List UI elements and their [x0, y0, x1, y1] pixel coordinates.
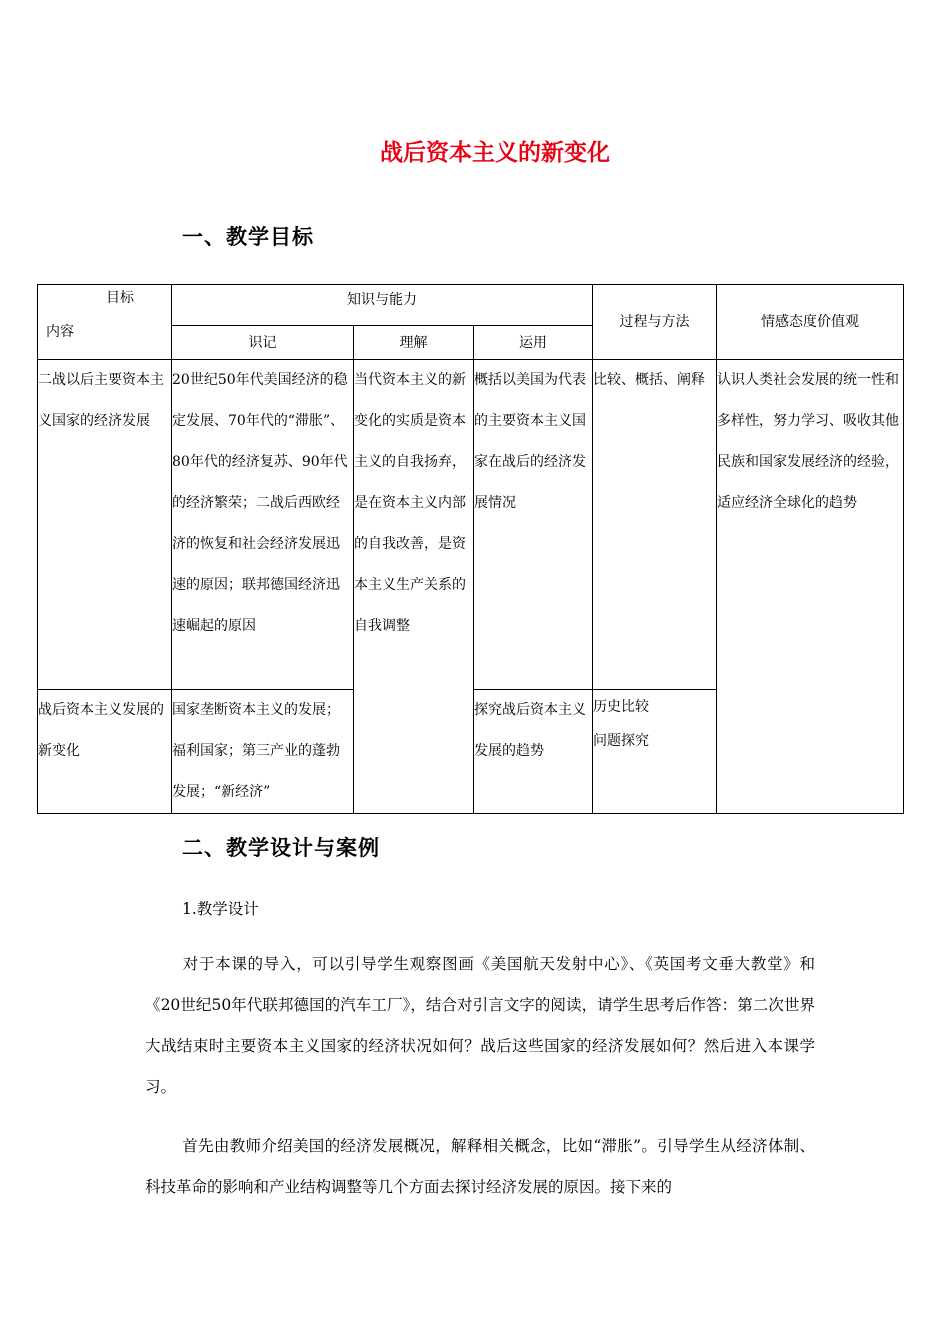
row2-content: 战后资本主义发展的新变化 — [38, 690, 172, 814]
paragraph-2-text: 首先由教师介绍美国的经济发展概况，解释相关概念，比如“滞胀”。引导学生从经济体制、科技革命的影响和产业结构调整等几个方面去探讨经济发展的原因。接下来的 — [145, 1137, 815, 1196]
paragraph-1 — [145, 944, 815, 1108]
header-understand: 理解 — [354, 326, 474, 360]
corner-header-top: 目标 — [106, 290, 134, 306]
row1-apply: 概括以美国为代表的主要资本主义国家在战后的经济发展情况 — [474, 360, 593, 690]
row1-content: 二战以后主要资本主义国家的经济发展 — [38, 360, 172, 690]
corner-header-bottom: 内容 — [46, 324, 74, 340]
row2-process-line2: 问题探究 — [593, 733, 649, 749]
header-emotion-values: 情感态度价值观 — [717, 285, 904, 360]
section-heading-design: 二、教学设计与案例 — [182, 836, 380, 860]
shared-emotion: 认识人类社会发展的统一性和多样性，努力学习、吸收其他民族和国家发展经济的经验，适应经济全球化的趋势 — [717, 360, 904, 814]
shared-understand: 当代资本主义的新变化的实质是资本主义的自我扬弃，是在资本主义内部的自我改善，是资本主义生产关系的自我调整 — [354, 360, 474, 814]
header-process-method: 过程与方法 — [593, 285, 717, 360]
section-heading-objectives: 一、教学目标 — [182, 225, 314, 249]
row2-recall: 国家垄断资本主义的发展；福利国家；第三产业的蓬勃发展；“新经济” — [172, 690, 354, 814]
header-recall: 识记 — [172, 326, 354, 360]
row1-process: 比较、概括、阐释 — [593, 360, 717, 690]
row2-process-line1: 历史比较 — [593, 699, 649, 715]
paragraph-2 — [145, 1126, 815, 1208]
document-title: 战后资本主义的新变化 — [380, 140, 610, 166]
header-apply: 运用 — [474, 326, 593, 360]
row2-process — [593, 690, 717, 814]
objectives-table — [37, 284, 904, 814]
paragraph-1-text: 对于本课的导入，可以引导学生观察图画《美国航天发射中心》、《英国考文垂大教堂》和《20世纪50年代联邦德国的汽车工厂》，结合对引言文字的阅读，请学生思考后作答：第二次世界大战结束时主要资本主义国家的经济状况如何？战后这些国家的经济发展如何？然后进入本课学习。 — [145, 955, 815, 1096]
corner-header-cell — [38, 285, 172, 360]
header-knowledge-ability: 知识与能力 — [172, 285, 593, 326]
subsection-heading: 1.教学设计 — [182, 900, 259, 918]
row2-apply: 探究战后资本主义发展的趋势 — [474, 690, 593, 814]
row1-recall: 20世纪50年代美国经济的稳定发展、70年代的“滞胀”、80年代的经济复苏、90年代的经济繁荣；二战后西欧经济的恢复和社会经济发展迅速的原因；联邦德国经济迅速崛起的原因 — [172, 360, 354, 690]
